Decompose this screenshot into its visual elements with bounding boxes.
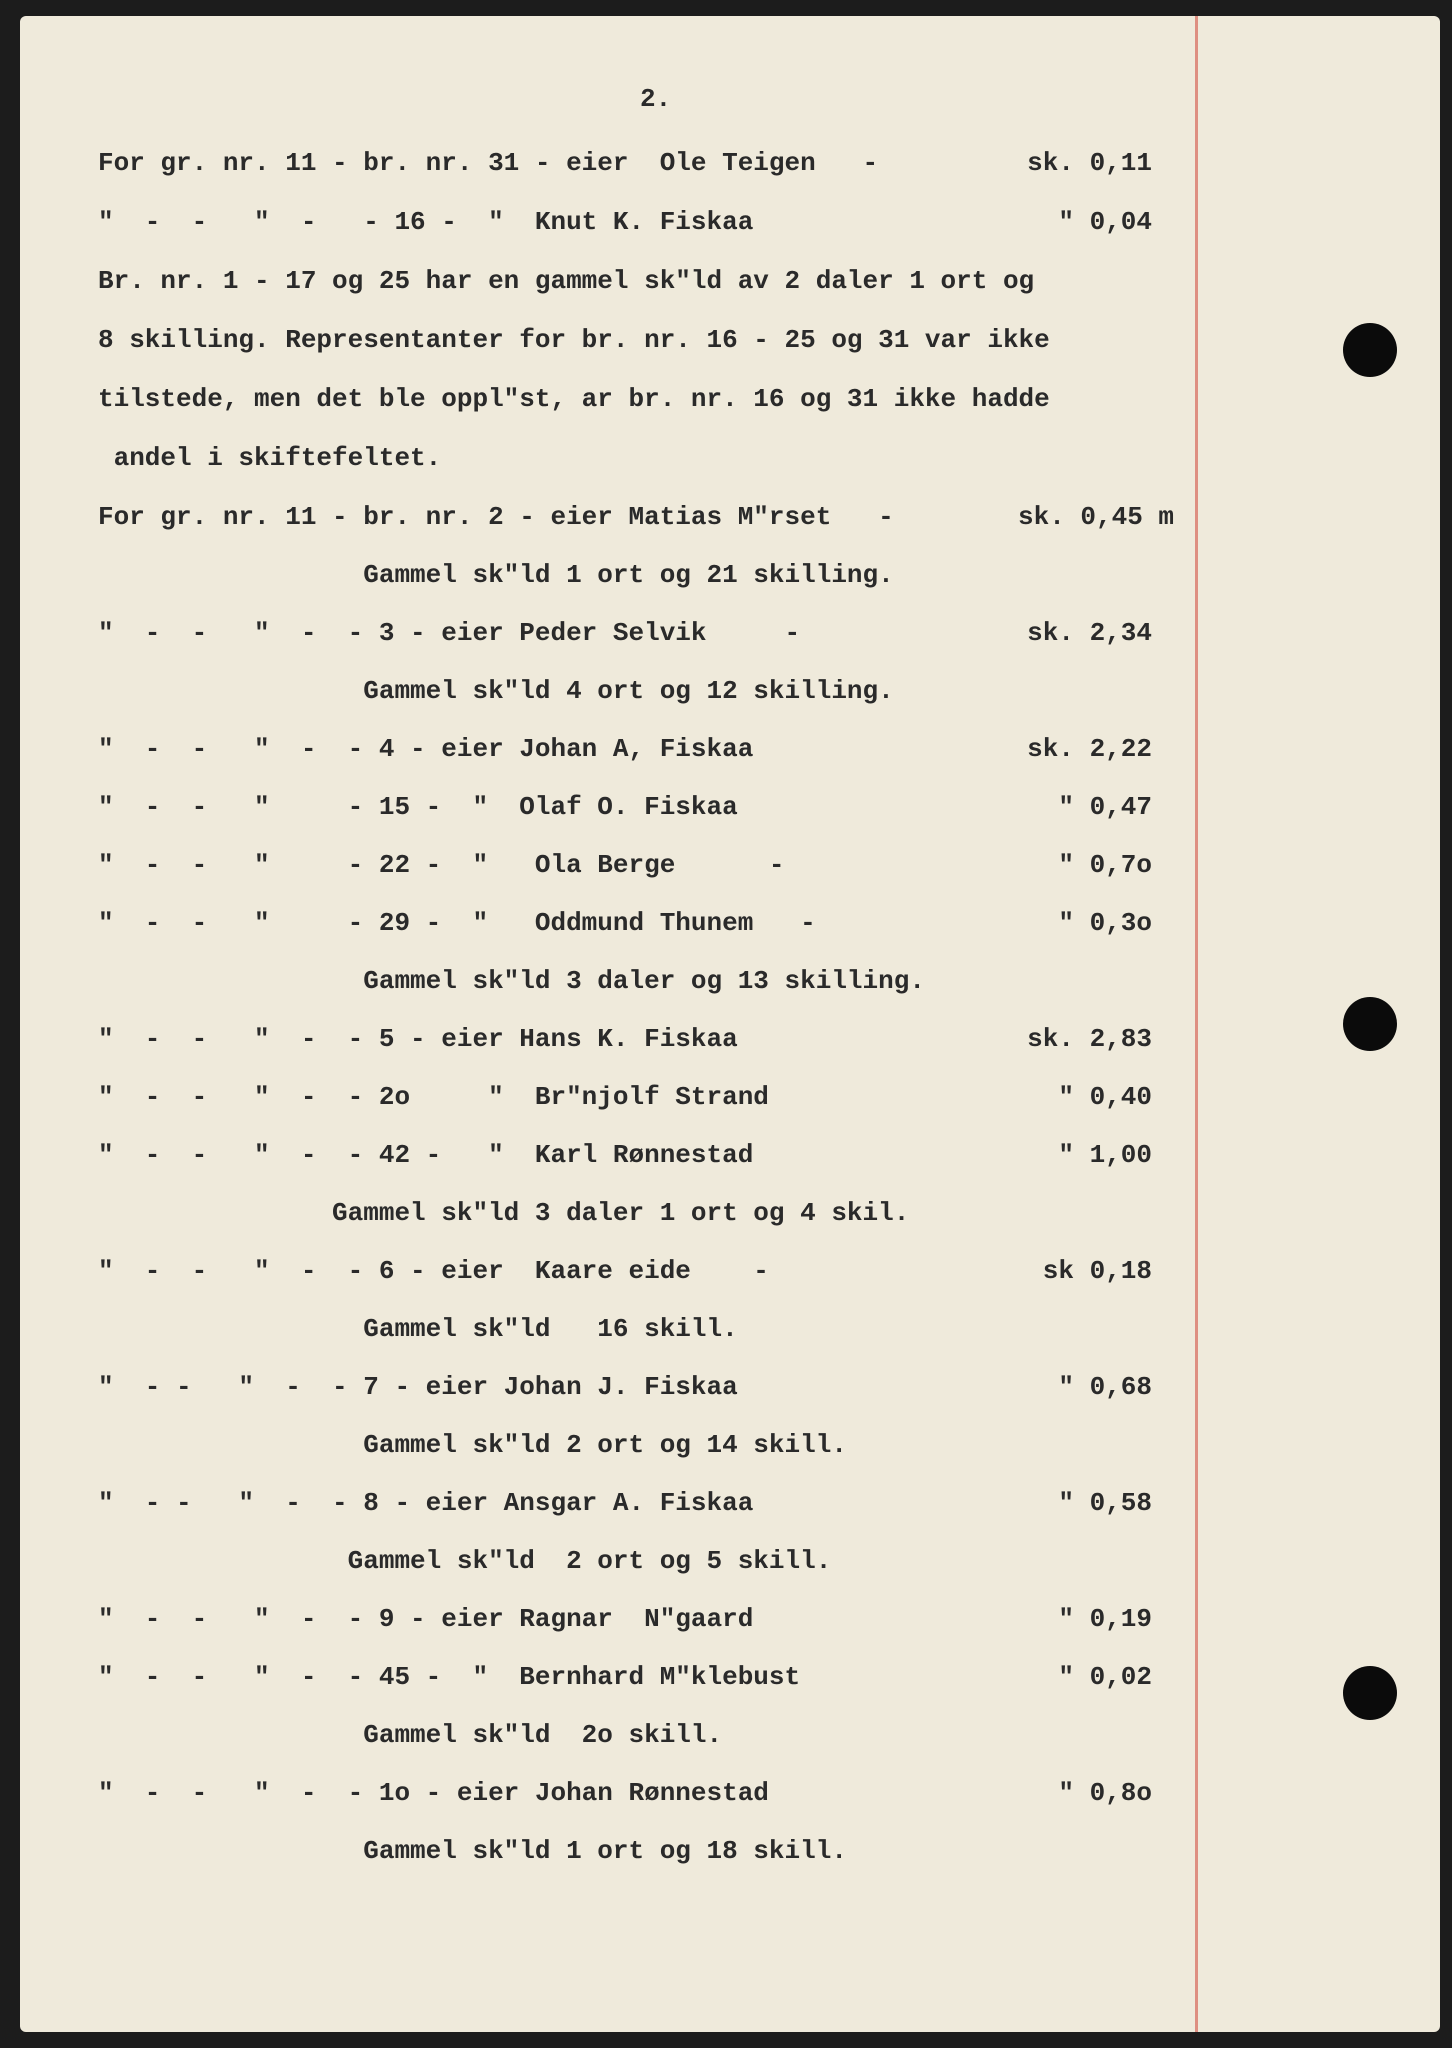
record-line: Gammel sk"ld 3 daler og 13 skilling. bbox=[98, 966, 925, 996]
page-number: 2. bbox=[640, 84, 672, 114]
record-amount: " 0,68 bbox=[1058, 1372, 1152, 1402]
record-amount: " 0,04 bbox=[1058, 207, 1152, 237]
record-line: " - - " - - 1o - eier Johan Rønnestad bbox=[98, 1778, 769, 1808]
record-amount: " 0,47 bbox=[1058, 792, 1152, 822]
record-amount: sk. 2,34 bbox=[1027, 618, 1152, 648]
record-line: " - - " - - 45 - " Bernhard M"klebust bbox=[98, 1662, 801, 1692]
record-amount: " 0,3o bbox=[1058, 908, 1152, 938]
record-line: For gr. nr. 11 - br. nr. 2 - eier Matias M"rset - bbox=[98, 502, 894, 532]
record-amount: " 0,02 bbox=[1058, 1662, 1152, 1692]
record-line: " - - " - - 42 - " Karl Rønnestad bbox=[98, 1140, 754, 1170]
record-amount: sk 0,18 bbox=[1042, 1256, 1152, 1286]
record-line: Gammel sk"ld 1 ort og 18 skill. bbox=[98, 1836, 847, 1866]
record-amount: " 0,58 bbox=[1058, 1488, 1152, 1518]
record-line: " - - " - - 9 - eier Ragnar N"gaard bbox=[98, 1604, 754, 1634]
paragraph-line: Br. nr. 1 - 17 og 25 har en gammel sk"ld av 2 daler 1 ort og bbox=[98, 266, 1035, 296]
record-line: " - - " - - 8 - eier Ansgar A. Fiskaa bbox=[98, 1488, 754, 1518]
record-line: " - - " - - 3 - eier Peder Selvik - bbox=[98, 618, 801, 648]
record-amount: " 0,19 bbox=[1058, 1604, 1152, 1634]
paragraph-line: 8 skilling. Representanter for br. nr. 16 - 25 og 31 var ikke bbox=[98, 325, 1050, 355]
record-amount: " 0,40 bbox=[1058, 1082, 1152, 1112]
record-amount: sk. 2,22 bbox=[1027, 734, 1152, 764]
record-amount: sk. 0,45 m bbox=[1018, 502, 1175, 532]
record-amount: sk. 2,83 bbox=[1027, 1024, 1152, 1054]
record-amount: " 0,7o bbox=[1058, 850, 1152, 880]
record-line: " - - " - 22 - " Ola Berge - bbox=[98, 850, 785, 880]
punch-hole bbox=[1343, 323, 1397, 377]
record-amount: " 1,00 bbox=[1058, 1140, 1152, 1170]
record-line: Gammel sk"ld 4 ort og 12 skilling. bbox=[98, 676, 894, 706]
paragraph-line: tilstede, men det ble oppl"st, ar br. nr. 16 og 31 ikke hadde bbox=[98, 384, 1050, 414]
record-line: For gr. nr. 11 - br. nr. 31 - eier Ole Teigen - bbox=[98, 148, 879, 178]
record-line: Gammel sk"ld 3 daler 1 ort og 4 skil. bbox=[98, 1198, 910, 1228]
record-amount: sk. 0,11 bbox=[1027, 148, 1152, 178]
record-line: " - - " - - 16 - " Knut K. Fiskaa bbox=[98, 207, 754, 237]
record-line: Gammel sk"ld 1 ort og 21 skilling. bbox=[98, 560, 894, 590]
record-line: Gammel sk"ld 2 ort og 5 skill. bbox=[98, 1546, 832, 1576]
punch-hole bbox=[1343, 997, 1397, 1051]
record-line: " - - " - 29 - " Oddmund Thunem - bbox=[98, 908, 816, 938]
record-amount: " 0,8o bbox=[1058, 1778, 1152, 1808]
record-line: " - - " - - 4 - eier Johan A, Fiskaa bbox=[98, 734, 754, 764]
margin-rule bbox=[1195, 16, 1198, 2032]
record-line: " - - " - - 6 - eier Kaare eide - bbox=[98, 1256, 769, 1286]
record-line: " - - " - - 7 - eier Johan J. Fiskaa bbox=[98, 1372, 738, 1402]
paragraph-line: andel i skiftefeltet. bbox=[98, 443, 442, 473]
record-line: Gammel sk"ld 2 ort og 14 skill. bbox=[98, 1430, 847, 1460]
record-line: Gammel sk"ld 2o skill. bbox=[98, 1720, 723, 1750]
punch-hole bbox=[1343, 1666, 1397, 1720]
record-line: Gammel sk"ld 16 skill. bbox=[98, 1314, 738, 1344]
record-line: " - - " - - 2o " Br"njolf Strand bbox=[98, 1082, 769, 1112]
record-line: " - - " - 15 - " Olaf O. Fiskaa bbox=[98, 792, 738, 822]
record-line: " - - " - - 5 - eier Hans K. Fiskaa bbox=[98, 1024, 738, 1054]
